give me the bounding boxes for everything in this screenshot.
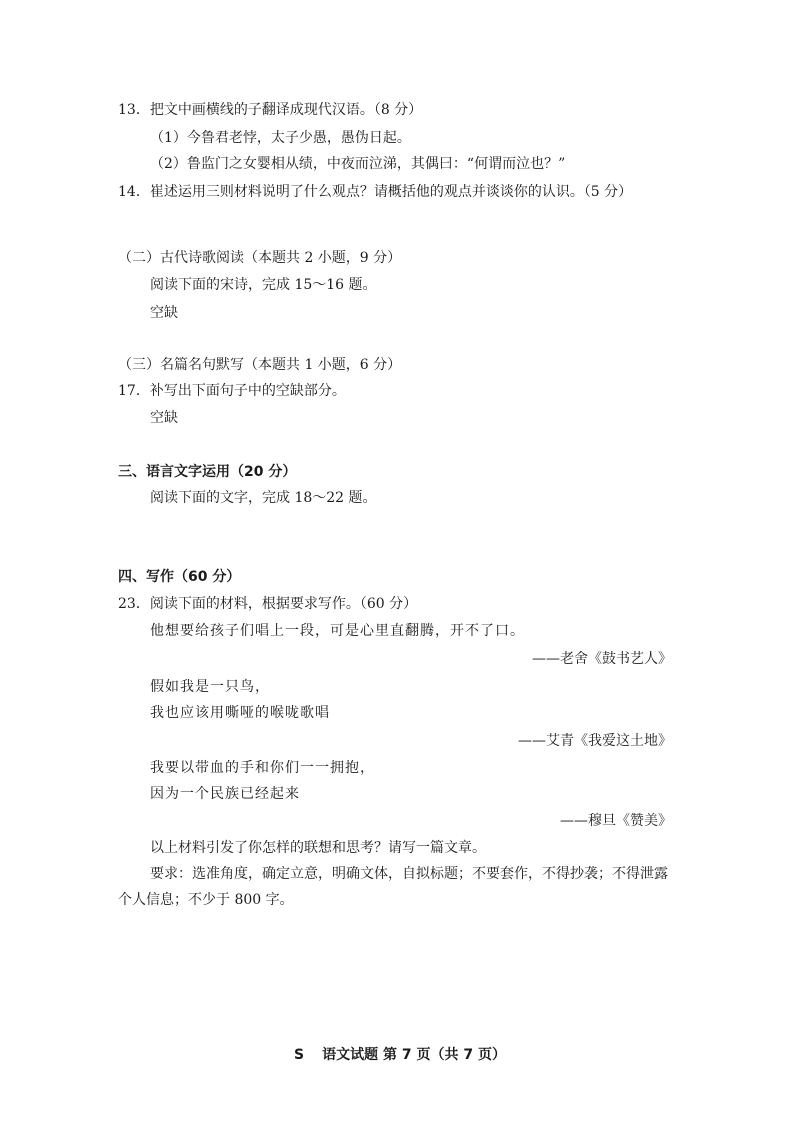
- material-source-1: ——老舍《鼓书艺人》: [532, 651, 672, 667]
- material-quote-3-line-2: 因为一个民族已经起来: [150, 786, 300, 802]
- question-13-stem: 13．把文中画横线的子翻译成现代汉语。（8 分）: [118, 102, 423, 118]
- section-2-title: （二）古代诗歌阅读（本题共 2 小题，9 分）: [118, 250, 402, 266]
- material-quote-1: 他想要给孩子们唱上一段，可是心里直翻腾，开不了口。: [150, 623, 525, 639]
- section-3-title: （三）名篇名句默写（本题共 1 小题，6 分）: [118, 357, 402, 373]
- section-2-blank: 空缺: [150, 305, 178, 321]
- material-source-3: ——穆旦《赞美》: [560, 813, 672, 829]
- material-quote-2-line-1: 假如我是一只鸟，: [150, 679, 270, 695]
- page-footer: [0, 1044, 800, 1064]
- footer-mark: S: [294, 1047, 305, 1063]
- question-13-item-1: （1）今鲁君老悖，太子少愚，愚伪日起。: [150, 130, 411, 146]
- section-2-instruction: 阅读下面的宋诗，完成 15～16 题。: [150, 277, 377, 293]
- question-17-stem: 17．补写出下面句子中的空缺部分。: [118, 383, 346, 399]
- material-quote-2-line-2: 我也应该用嘶哑的喉咙歌唱: [150, 705, 330, 721]
- footer-page-text: 语文试题 第 7 页（共 7 页）: [322, 1047, 506, 1063]
- question-23-stem: 23．阅读下面的材料，根据要求写作。（60 分）: [118, 596, 418, 612]
- material-quote-3-line-1: 我要以带血的手和你们一一拥抱，: [150, 760, 375, 776]
- part-3-instruction: 阅读下面的文字，完成 18～22 题。: [150, 490, 377, 506]
- section-3-blank: 空缺: [150, 410, 178, 426]
- writing-requirements: 要求：选准角度，确定立意，明确文体，自拟标题；不要套作，不得抄袭；不得泄露个人信息；不少于 800 字。: [118, 866, 668, 908]
- material-source-2: ——艾青《我爱这土地》: [518, 733, 672, 749]
- question-13-item-2: （2）鲁监门之女婴相从绩，中夜而泣涕，其偶曰：“何谓而泣也？”: [150, 156, 566, 172]
- writing-prompt: 以上材料引发了你怎样的联想和思考？请写一篇文章。: [150, 840, 486, 856]
- part-3-title: 三、语言文字运用（20 分）: [118, 464, 297, 480]
- question-14-stem: 14．崔述运用三则材料说明了什么观点？请概括他的观点并谈谈你的认识。（5 分）: [118, 184, 633, 200]
- part-4-title: 四、写作（60 分）: [118, 569, 241, 585]
